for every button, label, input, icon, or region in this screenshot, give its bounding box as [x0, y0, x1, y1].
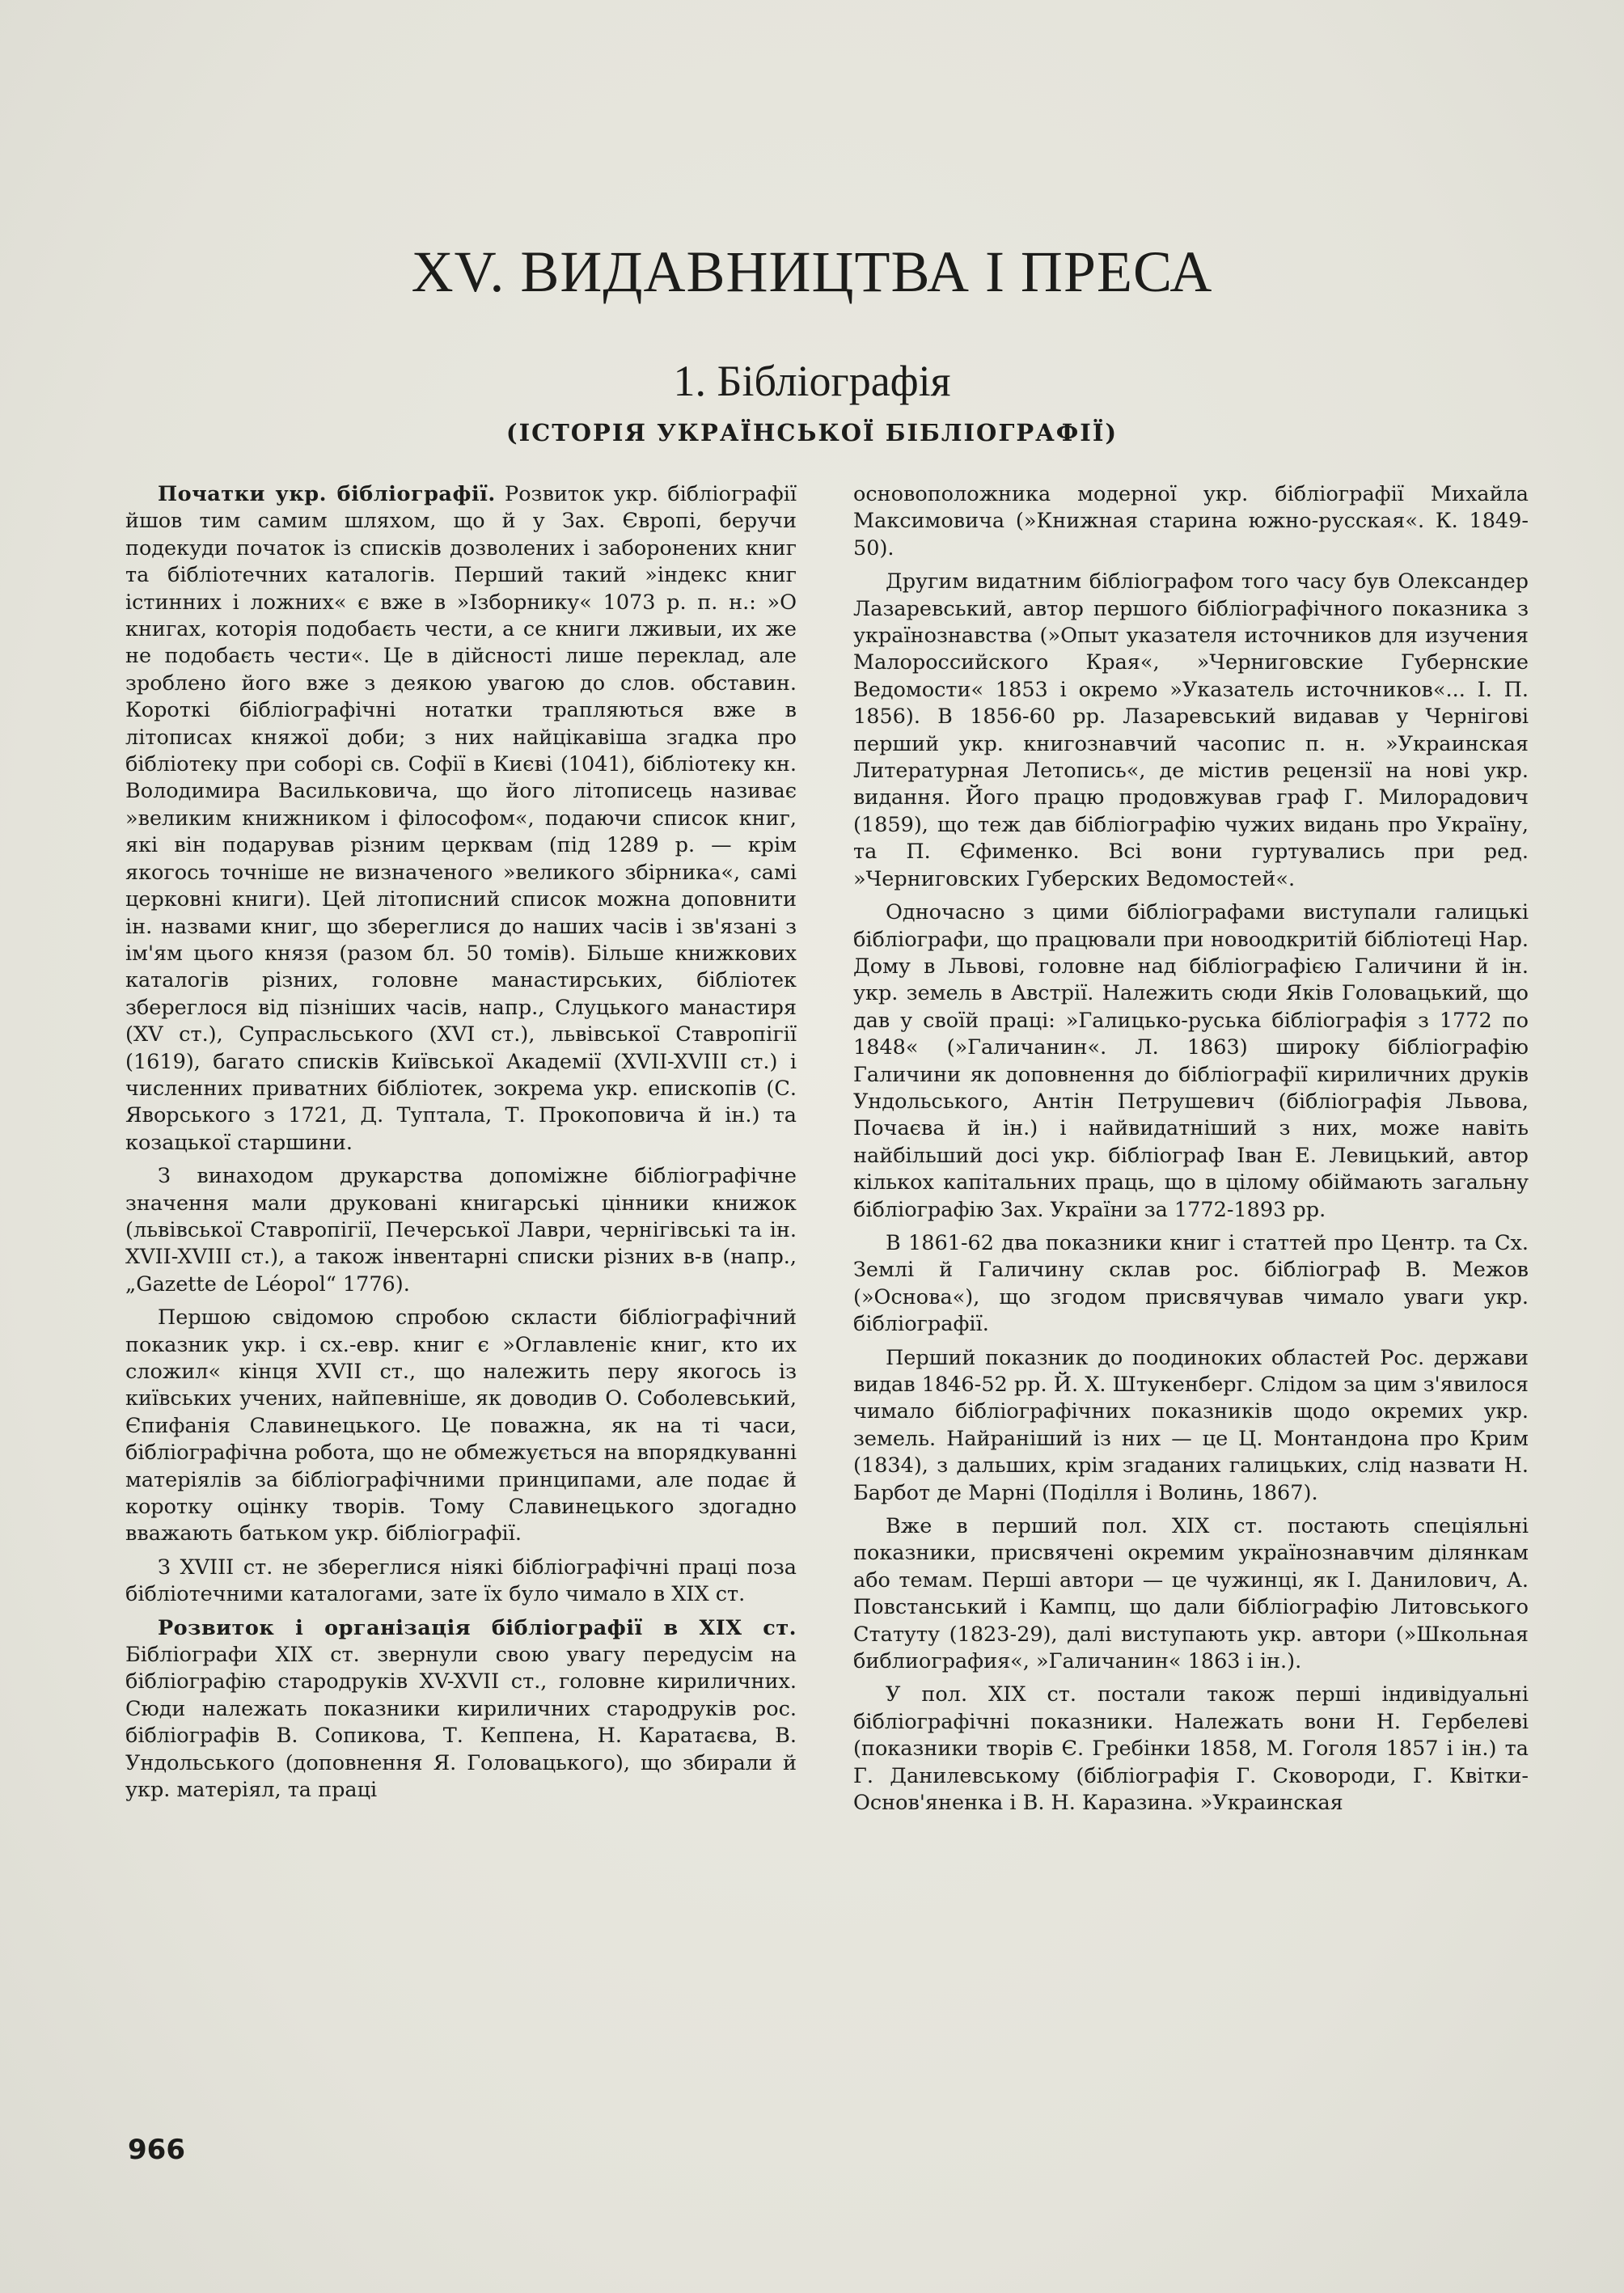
paragraph-text: В 1861-62 два показники книг і статтей про Центр. та Сх. Землі й Галичину склав рос. бібліограф В. Межов (»Основа«), що згодом присвячував чимало уваги укр. бібліографії. — [853, 1230, 1529, 1337]
paragraph — [125, 1615, 797, 1804]
paragraph-text: Одночасно з цими бібліографами виступали галицькі бібліографи, що працювали при новоодкритій бібліотеці Нар. Дому в Львові, головне над бібліографією Галичини й ін. укр. земель в Австрії. Належить сюди Яків Головацький, що дав у своїй праці: »Галицько-руська бібліографія з 1772 по 1848« (»Галичанин«. Л. 1863) широку бібліографію Галичини як доповнення до бібліографії кириличних друків Ундольського, Антін Петрушевич (бібліографія Львова, Почаєва й ін.) і найвидатніший з них, може навіть найбільший досі укр. бібліограф Іван Е. Левицький, автор кількох капітальних праць, що в цілому обіймають загальну бібліографію Зах. України за 1772-1893 рр. — [853, 900, 1529, 1222]
paragraph — [125, 1555, 797, 1609]
paragraph — [125, 1305, 797, 1548]
paragraph — [853, 1513, 1529, 1675]
paragraph — [853, 1682, 1529, 1817]
paragraph — [853, 899, 1529, 1224]
paragraph-text: Другим видатним бібліографом того часу був Олександер Лазаревський, автор першого бібліографічного показника з українознавства (»Опыт указателя источников для изучения Малороссийского Края«, »Черниговские Губернские Ведомости« 1853 і окремо »Указатель источников«... І. П. 1856). В 1856-60 рр. Лазаревський видавав у Чернігові перший укр. книгознавчий часопис п. н. »Украинская Литературная Летопись«, де містив рецензії на нові укр. видання. Його працю продовжував граф Г. Милорадович (1859), що теж дав бібліографію чужих видань про Україну, та П. Єфименко. Всі вони гуртувались при ред. »Черниговских Губерских Ведомостей«. — [853, 569, 1529, 891]
paragraph-lead: Розвиток і організація бібліографії в XIX ст. — [158, 1615, 797, 1640]
paragraph-text: Розвиток укр. бібліографії йшов тим самим шляхом, що й у Зах. Європі, беручи подекуди початок із списків дозволених і заборонених книг та бібліотечних каталогів. Перший такий »індекс книг істинних і ложних« є вже в »Ізборнику« 1073 р. п. н.: »О книгах, которія подобаєть чести, а се книги лживыи, их же не подобаєть чести«. Це в дійсності лише переклад, але зроблено його вже з деякою увагою до слов. обставин. Короткі бібліографічні нотатки трапляються вже в літописах княжої доби; з них найцікавіша згадка про бібліотеку при соборі св. Софії в Києві (1041), бібліотеку кн. Володимира Васильковича, що його літописець називає »великим книжником і філософом«, подаючи список книг, які він подарував різним церквам (під 1289 р. — крім якогось точніше не визначеного »великого збірника«, самі церковні книги). Цей літописний список можна доповнити ін. назвами книг, що збереглися до наших часів і зв'язані з ім'ям цього князя (разом бл. 50 томів). Більше книжкових каталогів різних, головне манастирських, бібліотек збереглося від пізніших часів, напр., Слуцького манастиря (XV ст.), Супрасльського (XVI ст.), львівської Ставропігії (1619), багато списків Київської Академії (XVII-XVIII ст.) і численних приватних бібліотек, зокрема укр. епископів (С. Яворського з 1721, Д. Туптала, Т. Прокоповича й ін.) та козацької старшини. — [125, 482, 797, 1155]
paragraph — [125, 481, 797, 1157]
left-column — [125, 481, 797, 1804]
paragraph-continued — [853, 481, 1529, 562]
paragraph-text: Першою свідомою спробою скласти бібліографічний показник укр. і сх.-евр. книг є »Оглавленіє книг, кто их сложил« кінця XVII ст., що належить перу якогось із київських учених, найпевніше, як доводив О. Соболевський, Єпифанія Славинецького. Це поважна, як на ті часи, бібліографічна робота, що не обмежується на впорядкуванні матеріялів за бібліографічними принципами, але подає й коротку оцінку творів. Тому Славинецького здогадно вважають батьком укр. бібліографії. — [125, 1305, 797, 1546]
paragraph-text: З винаходом друкарства допоміжне бібліографічне значення мали друковані книгарські цінники книжок (львівської Ставропігії, Печерської Лаври, чернігівські та ін. XVII-XVIII ст.), а також інвентарні списки різних в-в (напр., „Gazette de Léopol“ 1776). — [125, 1164, 797, 1297]
chapter-title: XV. ВИДАВНИЦТВА І ПРЕСА — [411, 239, 1213, 304]
paragraph-text: У пол. XIX ст. постали також перші індивідуальні бібліографічні показники. Належать вони Н. Гербелеві (показники творів Є. Гребінки 1858, М. Гоголя 1857 і ін.) та Г. Данилевському (бібліографія Г. Сковороди, Г. Квітки-Основ'яненка і В. Н. Каразина. »Украинская — [853, 1682, 1529, 1816]
paragraph-text: основоположника модерної укр. бібліографії Михайла Максимовича (»Книжная старина южно-русская«. К. 1849-50). — [853, 482, 1529, 561]
paragraph-text: Перший показник до поодиноких областей Рос. держави видав 1846-52 рр. Й. Х. Штукенберг. Слідом за цим з'явилося чимало бібліографічних показників щодо окремих укр. земель. Найраніший із них — це Ц. Монтандона про Крим (1834), з дальших, крім згаданих галицьких, слід назвати Н. Барбот де Марні (Поділля і Волинь, 1867). — [853, 1345, 1529, 1505]
page-number: 966 — [128, 2134, 185, 2166]
right-column — [853, 481, 1529, 1817]
paragraph-text: Вже в перший пол. XIX ст. постають спеціяльні показники, присвячені окремим українознавчим ділянкам або темам. Перші автори — це чужинці, як І. Данилович, А. Повстанський і Кампц, що дали бібліографію Литовського Статуту (1823-29), далі виступають укр. автори (»Школьная библиография«, »Галичанин« 1863 і ін.). — [853, 1514, 1529, 1674]
paragraph-text: З XVIII ст. не збереглися ніякі бібліографічні праці поза бібліотечними каталогами, зате їх було чимало в XIX ст. — [125, 1555, 797, 1607]
paragraph-lead: Початки укр. бібліографії. — [158, 482, 496, 506]
paragraph-text: Бібліографи XIX ст. звернули свою увагу передусім на бібліографію стародруків XV-XVII ст., головне кириличних. Сюди належать показники кириличних стародруків рос. бібліографів В. Сопикова, Т. Кеппена, Н. Каратаєва, В. Ундольського (доповнення Я. Головацького), що збирали й укр. матеріял, та праці — [125, 1643, 797, 1803]
section-title: 1. Бібліографія — [673, 357, 951, 405]
section-subtitle: (ІСТОРІЯ УКРАЇНСЬКОЇ БІБЛІОГРАФІЇ) — [505, 419, 1119, 446]
paragraph — [125, 1163, 797, 1298]
paragraph — [853, 1345, 1529, 1507]
paragraph — [853, 569, 1529, 893]
paragraph — [853, 1230, 1529, 1339]
